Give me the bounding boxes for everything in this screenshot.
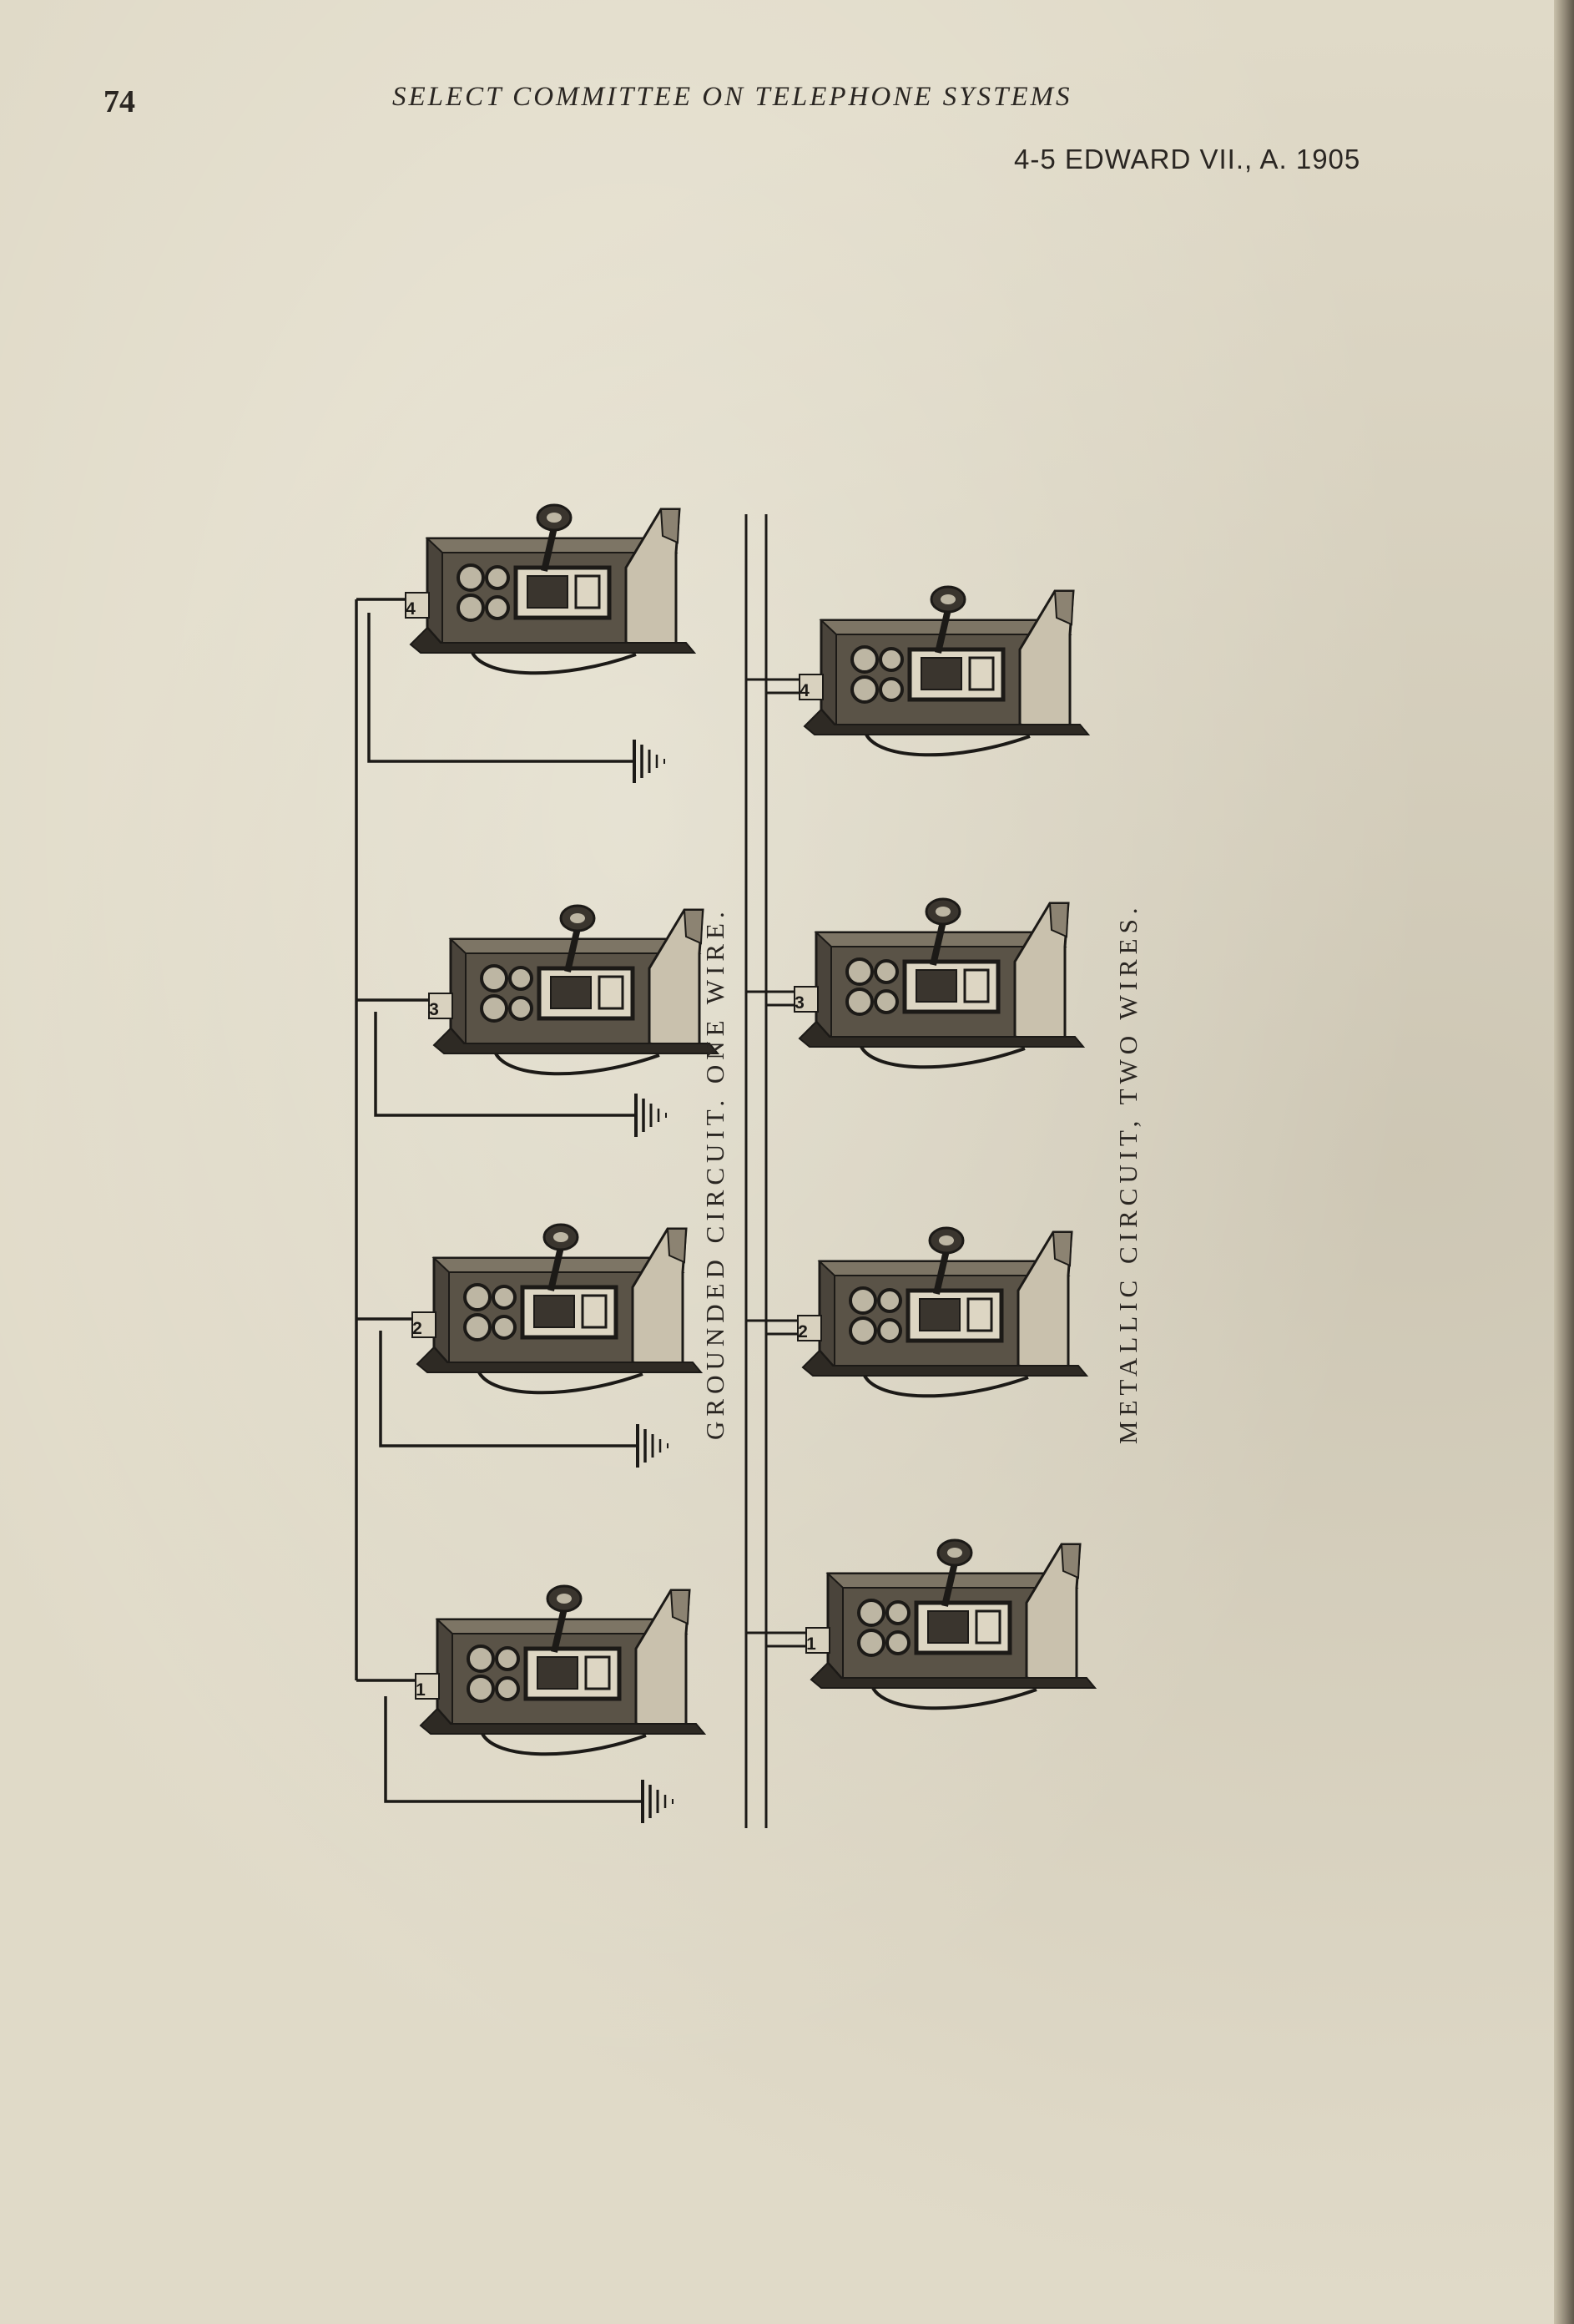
telephone-set-icon: [416, 1586, 704, 1754]
metallic-station-1-number: 1: [806, 1634, 816, 1654]
grounded-station-2-number: 2: [412, 1319, 422, 1338]
page-number: 74: [103, 84, 135, 119]
metallic-station-3-number: 3: [795, 993, 805, 1013]
grounded-station-4-number: 4: [406, 599, 416, 619]
telephone-set-icon: [429, 906, 718, 1074]
grounded-station-3-number: 3: [429, 1000, 439, 1019]
telephone-set-icon: [800, 587, 1088, 755]
telephone-set-icon: [806, 1540, 1095, 1708]
metallic-station-4-number: 4: [800, 681, 810, 700]
running-title: SELECT COMMITTEE ON TELEPHONE SYSTEMS: [392, 82, 1072, 112]
ground-symbol-icon: [634, 740, 664, 783]
metallic-station-2-number: 2: [798, 1322, 808, 1341]
telephone-set-icon: [798, 1228, 1087, 1396]
ground-symbol-icon: [636, 1094, 666, 1137]
metallic-circuit-label: METALLIC CIRCUIT, TWO WIRES.: [1113, 902, 1143, 1444]
telephone-set-icon: [795, 899, 1083, 1067]
metallic-circuit: [746, 514, 1143, 1828]
grounded-circuit-label: GROUNDED CIRCUIT. ONE WIRE.: [700, 907, 729, 1440]
ground-symbol-icon: [638, 1424, 668, 1468]
grounded-station-1-number: 1: [416, 1680, 426, 1700]
grounded-circuit: [356, 505, 729, 1823]
telephone-set-icon: [406, 505, 694, 673]
session-heading: 4-5 EDWARD VII., A. 1905: [1014, 144, 1361, 174]
ground-symbol-icon: [643, 1780, 673, 1823]
telephone-set-icon: [412, 1225, 701, 1392]
